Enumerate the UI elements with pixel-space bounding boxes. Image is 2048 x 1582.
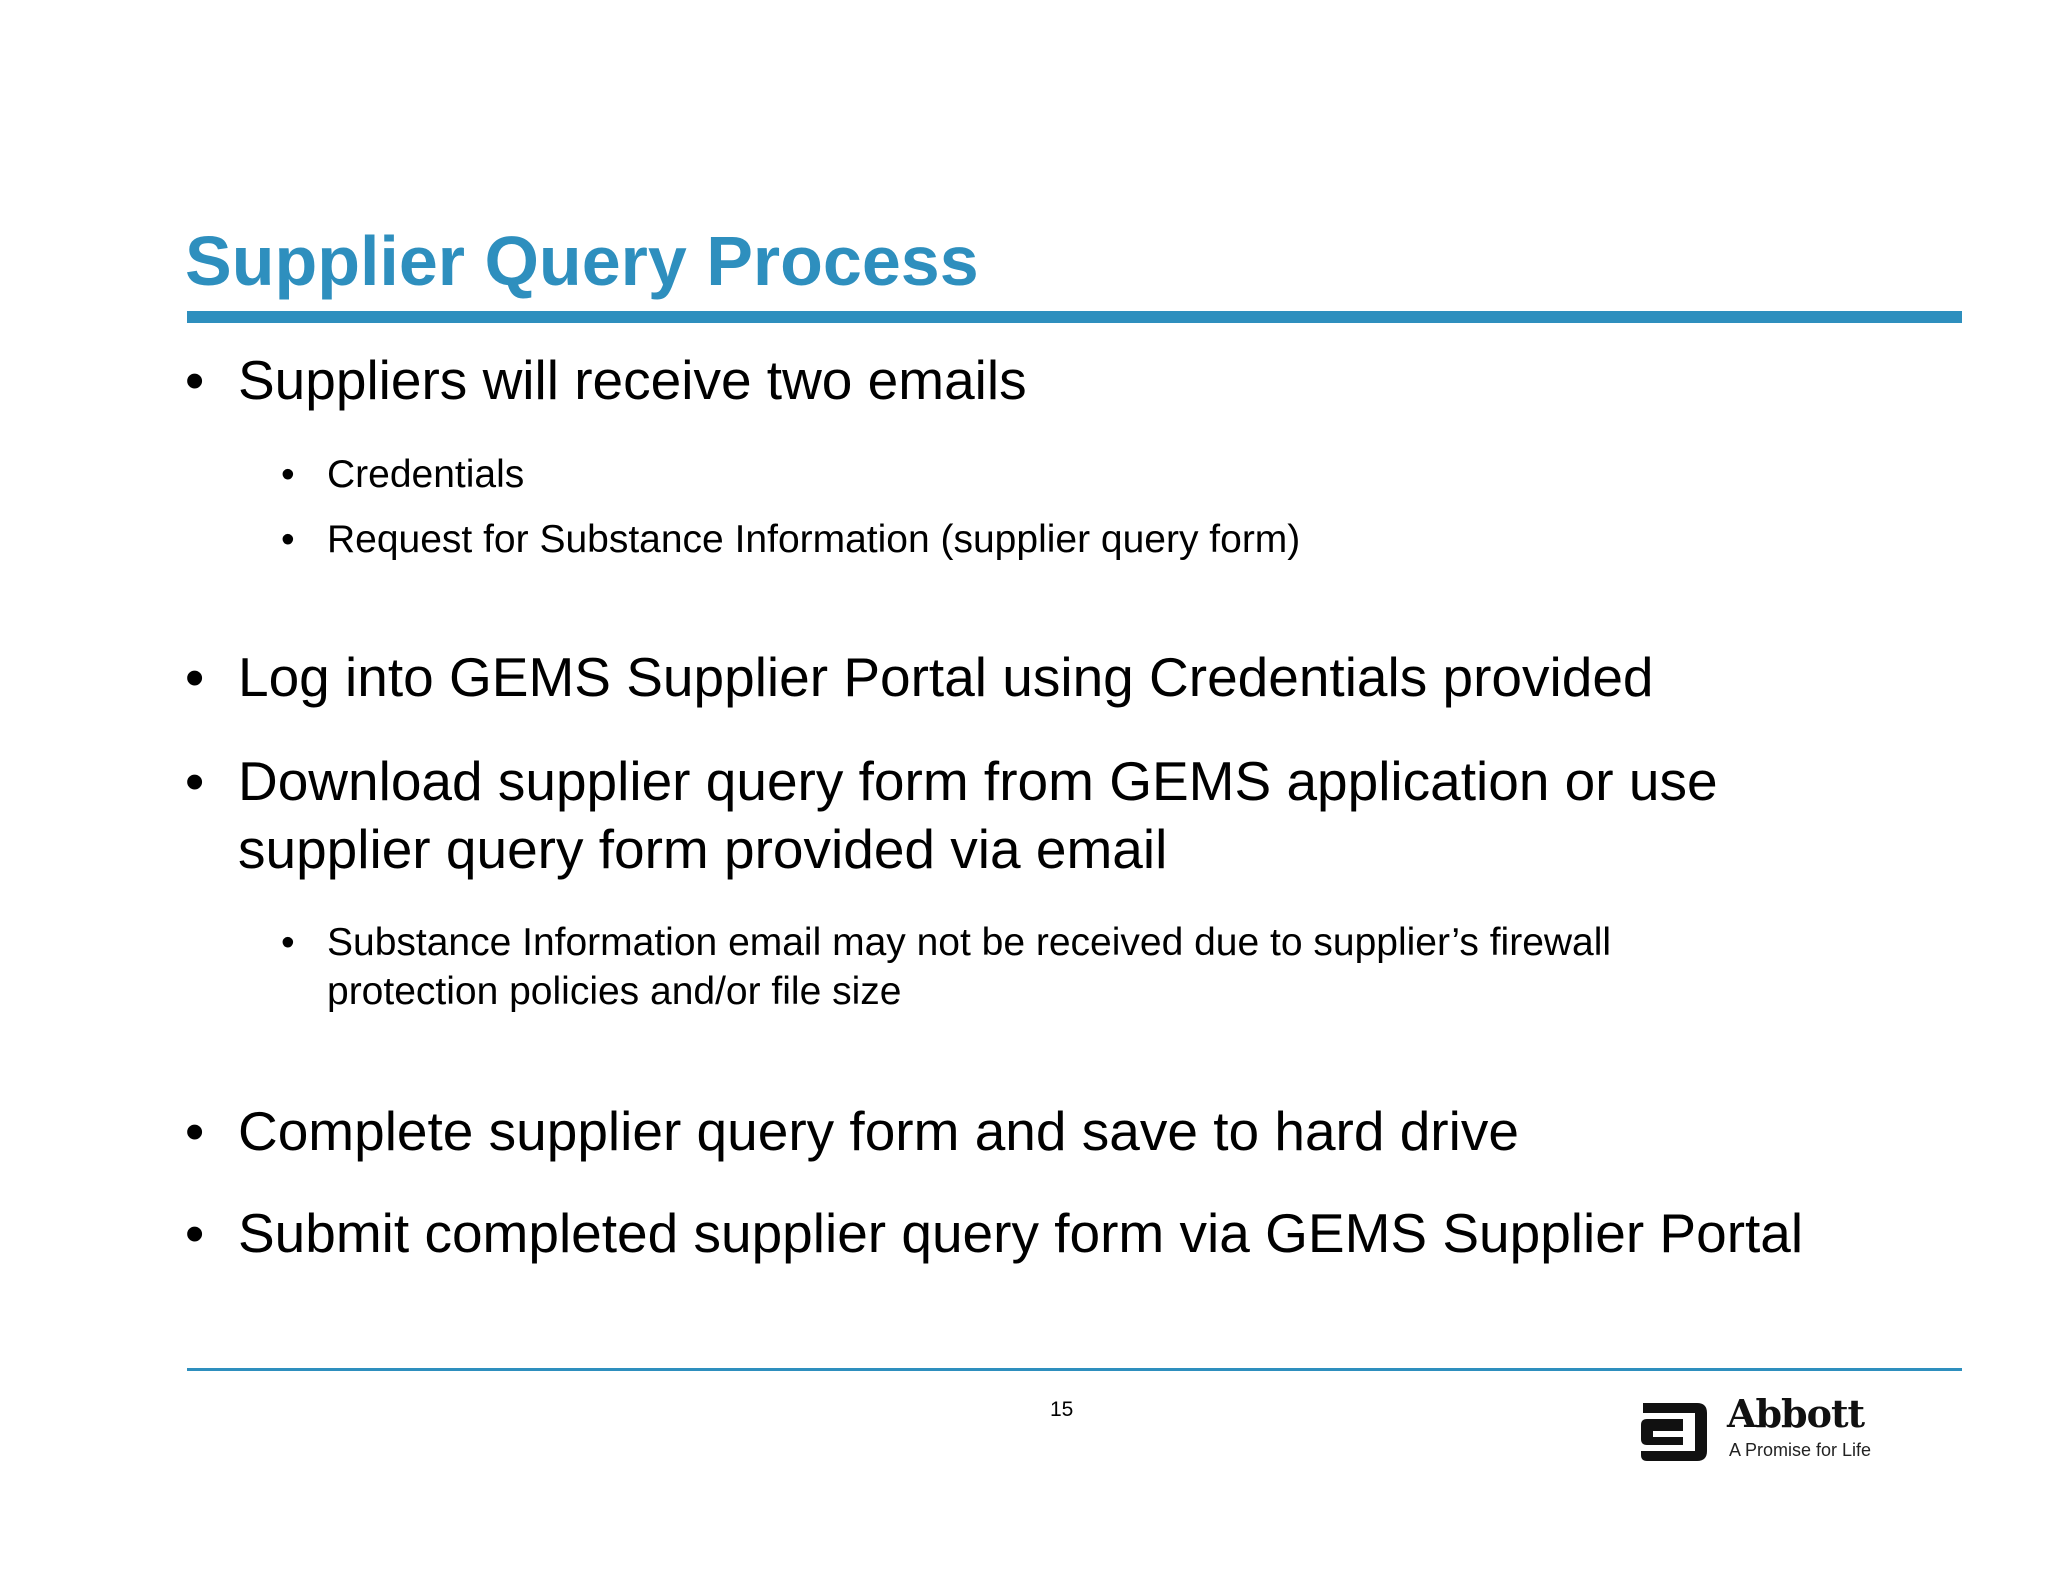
bullet-text: Credentials: [327, 453, 525, 496]
bullet-icon: •: [281, 518, 295, 561]
bullet-text-line-1: Substance Information email may not be received due to supplier’s firewall: [327, 921, 1612, 964]
bullet-text-line-2: supplier query form provided via email: [238, 818, 1168, 880]
abbott-logo: [1637, 1391, 1877, 1465]
title-underline: [187, 311, 1962, 323]
bullet-text: Suppliers will receive two emails: [238, 349, 1027, 411]
bullet-icon: •: [185, 750, 205, 812]
bullet-icon: •: [185, 1100, 205, 1162]
bullet-text: Submit completed supplier query form via GEMS Supplier Portal: [238, 1202, 1804, 1264]
bullet-icon: •: [281, 453, 295, 496]
slide-title: Supplier Query Process: [185, 222, 979, 300]
bullet-text: Complete supplier query form and save to hard drive: [238, 1100, 1519, 1162]
bullet-text: Request for Substance Information (supplier query form): [327, 518, 1301, 561]
logo-tagline: A Promise for Life: [1729, 1440, 1872, 1460]
bullet-text: Log into GEMS Supplier Portal using Credentials provided: [238, 646, 1654, 708]
logo-wordmark: Abbott: [1727, 1391, 1865, 1436]
page-number: 15: [1050, 1398, 1074, 1421]
bullet-text-line-2: protection policies and/or file size: [327, 970, 902, 1013]
bullet-icon: •: [185, 646, 205, 708]
bullet-icon: •: [185, 1202, 205, 1264]
bullet-icon: •: [281, 921, 295, 964]
bullet-text-line-1: Download supplier query form from GEMS application or use: [238, 750, 1718, 812]
footer-divider: [187, 1368, 1962, 1371]
abbott-logo-icon: [1637, 1401, 1713, 1463]
bullet-icon: •: [185, 349, 205, 411]
